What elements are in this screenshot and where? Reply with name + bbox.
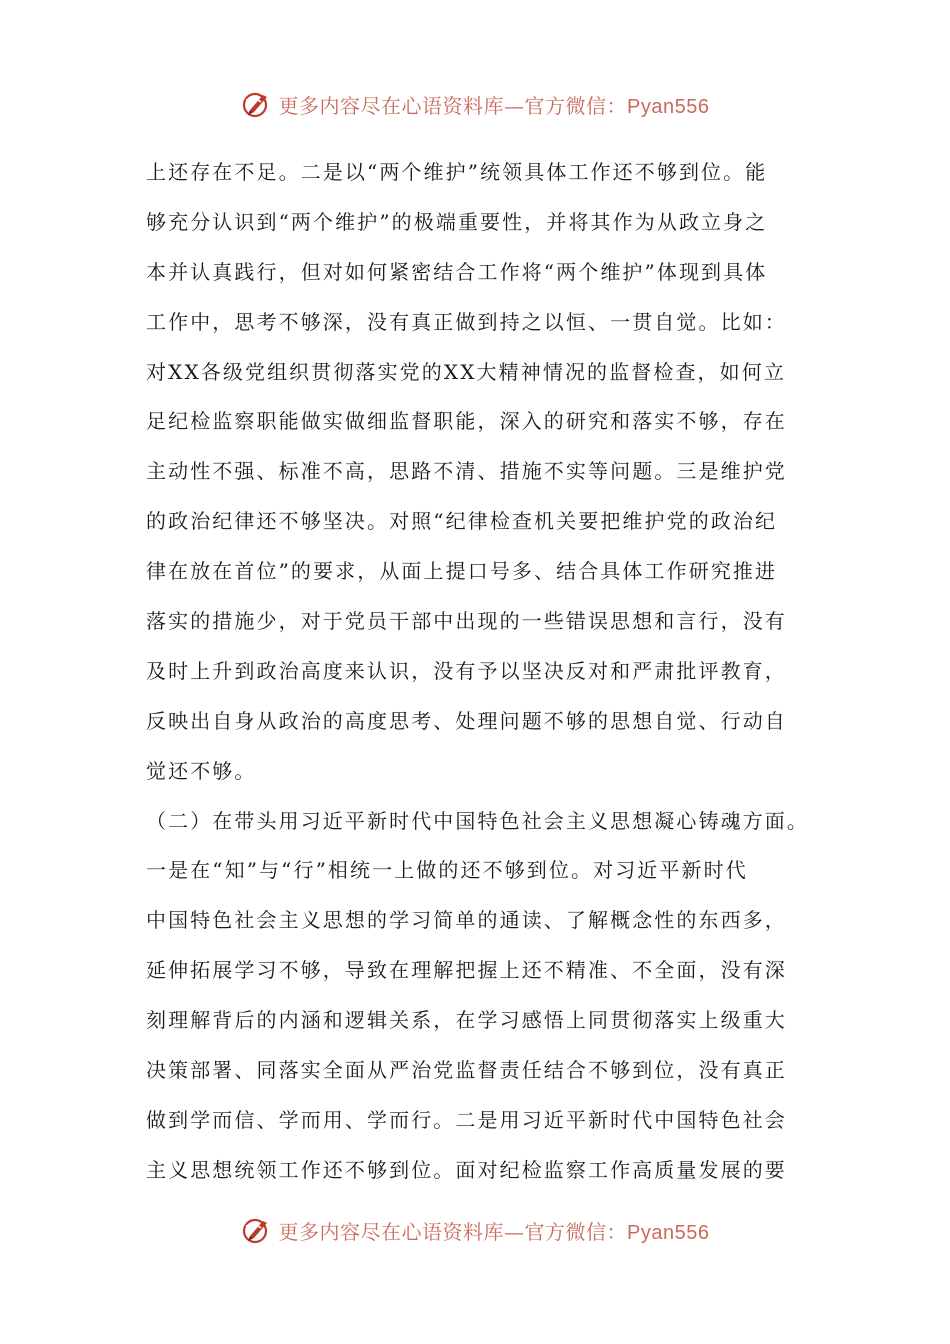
text-line: 的政治纪律还不够坚决。对照“纪律检查机关要把维护党的政治纪 [146, 509, 778, 534]
text-line: 延伸拓展学习不够，导致在理解把握上还不精准、不全面，没有深 [146, 958, 787, 983]
text-line: 觉还不够。 [146, 758, 257, 783]
text-line: 中国特色社会主义思想的学习简单的通读、了解概念性的东西多， [146, 908, 787, 933]
text-line: 足纪检监察职能做实做细监督职能，深入的研究和落实不够，存在 [146, 409, 787, 434]
text-line: 工作中，思考不够深，没有真正做到持之以恒、一贯自觉。比如： [146, 309, 787, 334]
section-heading-line: （二）在带头用习近平新时代中国特色社会主义思想凝心铸魂方面。 [146, 808, 809, 833]
text-line: 主义思想统领工作还不够到位。面对纪检监察工作高质量发展的要 [146, 1157, 787, 1182]
text-line: 本并认真践行，但对如何紧密结合工作将“两个维护”体现到具体 [146, 259, 768, 284]
text-line: 刻理解背后的内涵和逻辑关系，在学习感悟上同贯彻落实上级重大 [146, 1008, 787, 1033]
text-line: 主动性不强、标准不高，思路不清、措施不实等问题。三是维护党 [146, 459, 787, 484]
text-line: 落实的措施少，对于党员干部中出现的一些错误思想和言行，没有 [146, 609, 787, 634]
watermark-text: 更多内容尽在心语资料库—官方微信：Pyan556 [278, 1219, 710, 1244]
text-line: 律在放在首位”的要求，从面上提口号多、结合具体工作研究推进 [146, 559, 778, 584]
pen-logo-icon [241, 88, 273, 120]
text-line: 及时上升到政治高度来认识，没有予以坚决反对和严肃批评教育， [146, 658, 787, 683]
document-body [146, 148, 818, 1196]
pen-logo-icon [241, 1214, 273, 1246]
text-line: 一是在“知”与“行”相统一上做的还不够到位。对习近平新时代 [146, 858, 748, 883]
text-line: 反映出自身从政治的高度思考、处理问题不够的思想自觉、行动自 [146, 708, 787, 733]
text-line: 够充分认识到“两个维护”的极端重要性，并将其作为从政立身之 [146, 209, 768, 234]
text-line: 对XX各级党组织贯彻落实党的XX大精神情况的监督检查，如何立 [146, 359, 786, 384]
watermark-banner-top [0, 84, 950, 124]
watermark-banner-bottom [0, 1210, 950, 1250]
text-line: 上还存在不足。二是以“两个维护”统领具体工作还不够到位。能 [146, 160, 768, 184]
text-line: 做到学而信、学而用、学而行。二是用习近平新时代中国特色社会 [146, 1107, 787, 1132]
text-line: 决策部署、同落实全面从严治党监督责任结合不够到位，没有真正 [146, 1058, 787, 1083]
watermark-text: 更多内容尽在心语资料库—官方微信：Pyan556 [278, 93, 710, 118]
